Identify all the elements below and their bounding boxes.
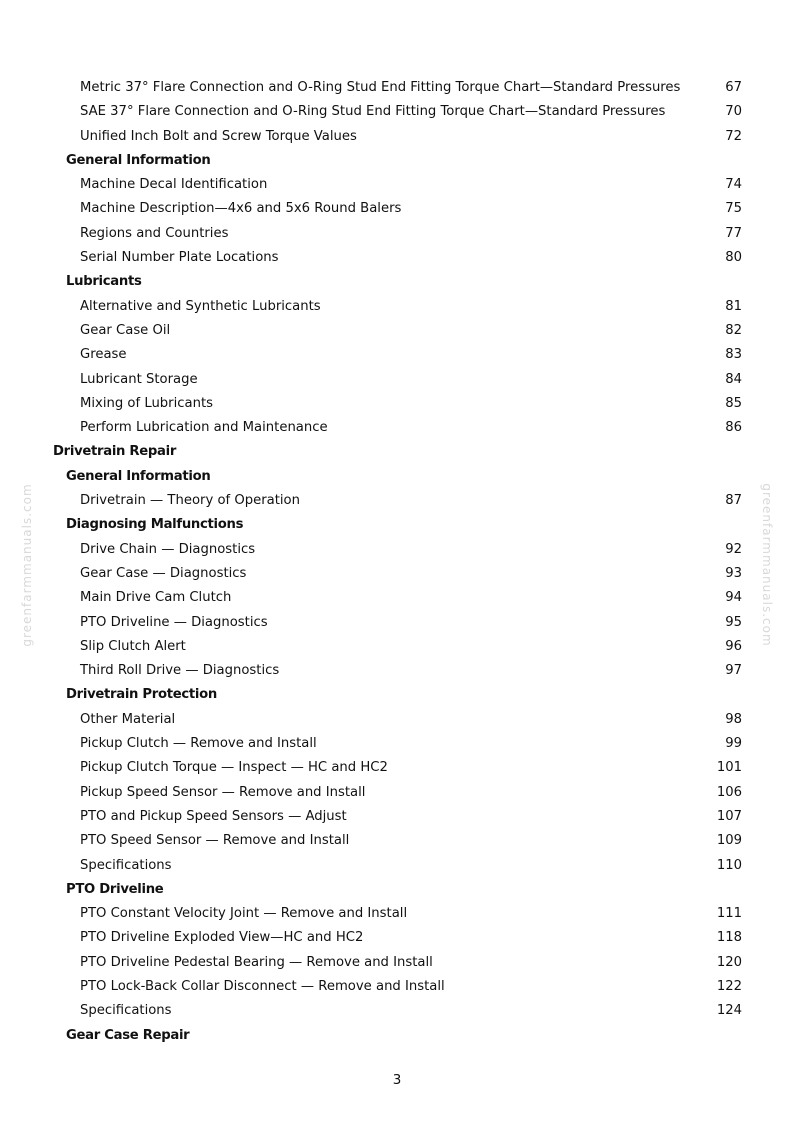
toc-entry-page: 101 — [716, 760, 742, 776]
toc-entry[interactable] — [0, 295, 794, 319]
toc-entry-title: PTO and Pickup Speed Sensors — Adjust — [80, 808, 347, 824]
toc-entry-title: Slip Clutch Alert — [80, 638, 186, 654]
toc-entry-title: Drivetrain Protection — [66, 687, 217, 703]
toc-entry-title: Gear Case — Diagnostics — [80, 565, 247, 581]
toc-entry[interactable] — [0, 756, 794, 780]
toc-entry[interactable] — [0, 222, 794, 246]
toc-entry-title: Gear Case Oil — [80, 322, 171, 338]
toc-entry-page: 120 — [716, 954, 742, 970]
toc-entry[interactable] — [0, 368, 794, 392]
toc-entry-page: 80 — [725, 250, 742, 266]
toc-entry[interactable] — [0, 999, 794, 1023]
toc-entry-title: Serial Number Plate Locations — [80, 250, 279, 266]
toc-entry-page: 118 — [716, 930, 742, 946]
toc-entry-page: 67 — [725, 80, 742, 95]
toc-entry-page: 95 — [725, 614, 742, 630]
toc-entry-title: Metric 37° Flare Connection and O-Ring Stud End Fitting Torque Chart—Standard Pressures — [80, 80, 681, 95]
toc-entry[interactable] — [0, 975, 794, 999]
toc-entry-page: 106 — [716, 784, 742, 800]
toc-entry-page: 99 — [725, 736, 742, 752]
toc-entry-title: Specifications — [80, 857, 172, 873]
toc-entry-title: Other Material — [80, 711, 176, 727]
toc-entry-title: Diagnosing Malfunctions — [66, 517, 244, 533]
toc-entry-page: 107 — [716, 808, 742, 824]
toc-entry-title: Grease — [80, 347, 127, 363]
toc-section-heading[interactable] — [0, 465, 794, 489]
toc-entry-page: 83 — [725, 347, 742, 363]
toc-section-heading[interactable] — [0, 683, 794, 707]
toc-entry[interactable] — [0, 416, 794, 440]
toc-entry-title: Drivetrain Repair — [53, 444, 177, 460]
toc-entry-page: 124 — [716, 1003, 742, 1019]
toc-entry-page: 110 — [716, 857, 742, 873]
toc-entry-title: Machine Decal Identification — [80, 177, 268, 193]
toc-entry[interactable] — [0, 926, 794, 950]
toc-entry[interactable] — [0, 854, 794, 878]
watermark-left: greenfarmmanuals.com — [20, 483, 34, 647]
toc-entry-title: Perform Lubrication and Maintenance — [80, 420, 328, 436]
toc-entry-page: 70 — [725, 104, 742, 120]
toc-entry-title: Mixing of Lubricants — [80, 395, 213, 411]
toc-entry-title: Specifications — [80, 1003, 172, 1019]
page-number: 3 — [392, 1072, 402, 1088]
toc-entry-page: 97 — [725, 663, 742, 679]
toc-entry[interactable] — [0, 319, 794, 343]
toc-entry[interactable] — [0, 708, 794, 732]
toc-entry[interactable] — [0, 805, 794, 829]
toc-entry[interactable] — [0, 538, 794, 562]
toc-entry-title: PTO Driveline Pedestal Bearing — Remove and Install — [80, 954, 433, 970]
toc-section-heading[interactable] — [0, 878, 794, 902]
toc-entry[interactable] — [0, 659, 794, 683]
toc-entry-page: 72 — [725, 128, 742, 144]
toc-entry-page: 77 — [725, 225, 742, 241]
toc-entry[interactable] — [0, 781, 794, 805]
toc-entry-title: Lubricants — [66, 274, 142, 290]
toc-entry-page: 122 — [716, 978, 742, 994]
toc-entry[interactable] — [0, 343, 794, 367]
toc-entry-title: Pickup Clutch Torque — Inspect — HC and HC2 — [80, 760, 388, 776]
toc-entry-title: PTO Constant Velocity Joint — Remove and Install — [80, 906, 408, 922]
toc-entry[interactable] — [0, 392, 794, 416]
toc-entry[interactable] — [0, 586, 794, 610]
toc-entry-title: Machine Description—4x6 and 5x6 Round Balers — [80, 201, 402, 217]
toc-entry-title: Pickup Clutch — Remove and Install — [80, 736, 317, 752]
toc-entry-page: 74 — [725, 177, 742, 193]
toc-entry-page: 85 — [725, 395, 742, 411]
toc-entry-page: 94 — [725, 590, 742, 606]
toc-entry-page: 98 — [725, 711, 742, 727]
toc-entry-page: 92 — [725, 541, 742, 557]
toc-entry[interactable] — [0, 100, 794, 124]
toc-entry-page: 96 — [725, 638, 742, 654]
toc-entry-title: General Information — [66, 468, 211, 484]
toc-entry-title: Regions and Countries — [80, 225, 229, 241]
toc-entry[interactable] — [0, 246, 794, 270]
toc-entry-page: 75 — [725, 201, 742, 217]
toc-entry-page: 87 — [725, 493, 742, 509]
toc-entry-title: Main Drive Cam Clutch — [80, 590, 232, 606]
toc-section-heading[interactable] — [0, 440, 794, 464]
toc-entry-page: 111 — [716, 906, 742, 922]
toc-entry-page: 86 — [725, 420, 742, 436]
toc-entry-page: 82 — [725, 322, 742, 338]
watermark-right: greenfarmmanuals.com — [760, 483, 774, 647]
toc-entry-title: Pickup Speed Sensor — Remove and Install — [80, 784, 366, 800]
toc-entry[interactable] — [0, 732, 794, 756]
toc-entry-title: PTO Driveline — [66, 881, 164, 897]
toc-entry[interactable] — [0, 829, 794, 853]
toc-section-heading[interactable] — [0, 513, 794, 537]
toc-entry-title: Drive Chain — Diagnostics — [80, 541, 256, 557]
toc-entry[interactable] — [0, 197, 794, 221]
toc-entry-page: 109 — [716, 833, 742, 849]
toc-entry-page: 84 — [725, 371, 742, 387]
toc-entry[interactable] — [0, 951, 794, 975]
toc-entry-title: General Information — [66, 152, 211, 168]
toc-section-heading[interactable] — [0, 149, 794, 173]
toc-entry-title: PTO Speed Sensor — Remove and Install — [80, 833, 350, 849]
toc-section-heading[interactable] — [0, 1024, 794, 1048]
toc-entry-title: Alternative and Synthetic Lubricants — [80, 298, 321, 314]
toc-section-heading[interactable] — [0, 270, 794, 294]
toc-entry-title: PTO Driveline — Diagnostics — [80, 614, 268, 630]
toc-entry[interactable] — [0, 635, 794, 659]
toc-entry-title: Lubricant Storage — [80, 371, 198, 387]
toc-entry-page: 81 — [725, 298, 742, 314]
toc-entry-title: Third Roll Drive — Diagnostics — [80, 663, 280, 679]
toc-entry[interactable] — [0, 76, 794, 100]
toc-entry-page: 93 — [725, 565, 742, 581]
toc-entry[interactable] — [0, 902, 794, 926]
toc-entry-title: PTO Driveline Exploded View—HC and HC2 — [80, 930, 364, 946]
toc-entry-title: Gear Case Repair — [66, 1027, 190, 1043]
toc-entry-title: Drivetrain — Theory of Operation — [80, 493, 300, 509]
toc-entry-title: SAE 37° Flare Connection and O-Ring Stud End Fitting Torque Chart—Standard Pressures — [80, 104, 666, 120]
toc-entry[interactable] — [0, 489, 794, 513]
toc-entry[interactable] — [0, 173, 794, 197]
toc-entry-title: PTO Lock-Back Collar Disconnect — Remove and Install — [80, 978, 445, 994]
toc-entry[interactable] — [0, 125, 794, 149]
toc-entry-title: Unified Inch Bolt and Screw Torque Values — [80, 128, 357, 144]
toc-entry[interactable] — [0, 562, 794, 586]
toc-entry[interactable] — [0, 611, 794, 635]
table-of-contents — [0, 76, 794, 1048]
